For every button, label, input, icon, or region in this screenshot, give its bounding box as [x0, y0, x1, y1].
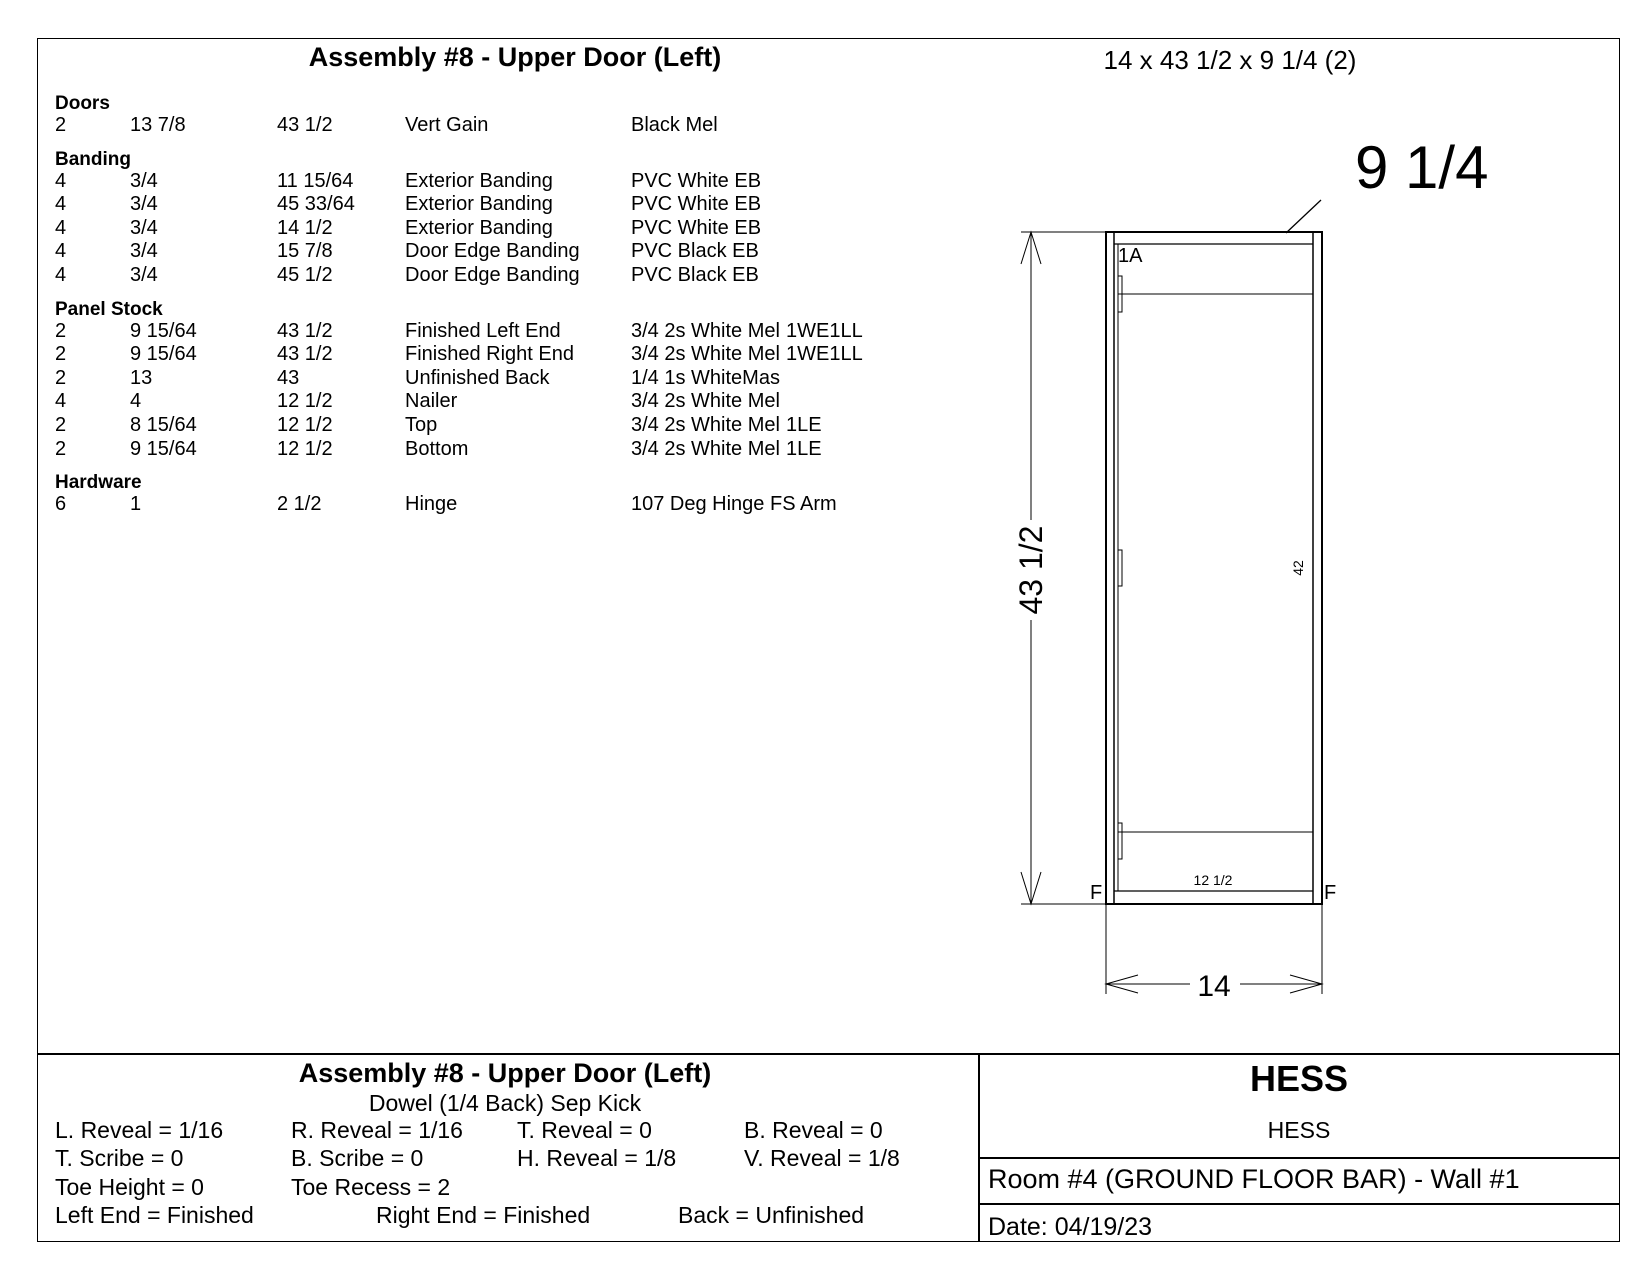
depth-label: 9 1/4 — [1355, 134, 1489, 201]
spec-h-reveal: H. Reveal = 1/8 — [517, 1145, 677, 1171]
part-cell: 1 — [130, 493, 142, 516]
spec-toe-recess: Toe Recess = 2 — [291, 1174, 451, 1200]
part-cell: 3/4 2s White Mel — [631, 343, 780, 366]
part-cell: 4 — [55, 193, 67, 216]
part-cell: 45 1/2 — [277, 264, 333, 286]
depth-leader-line — [1286, 200, 1321, 233]
part-cell: Exterior Banding — [405, 169, 553, 192]
part-cell: PVC Black EB — [631, 240, 759, 263]
part-cell: 9 15/64 — [130, 343, 197, 366]
spec-r-reveal: R. Reveal = 1/16 — [291, 1117, 463, 1143]
corner-tag: 1A — [1118, 245, 1143, 267]
part-cell: 14 1/2 — [277, 216, 333, 239]
height-label: 43 1/2 — [1013, 525, 1049, 615]
part-cell: 1/4 1s WhiteMas — [631, 366, 780, 389]
part-cell: 3/4 — [130, 240, 158, 263]
part-cell: 3/4 — [130, 216, 158, 239]
part-cell: 3/4 — [130, 169, 158, 192]
part-cell: 4 — [55, 390, 67, 413]
part-cell: PVC White EB — [631, 169, 762, 192]
spec-right-end: Right End = Finished — [376, 1202, 591, 1228]
part-cell: Nailer — [405, 390, 458, 413]
part-cell: 2 — [55, 414, 67, 436]
part-cell: 11 15/64 — [277, 169, 354, 192]
right-finish-mark: F — [1324, 882, 1337, 904]
assembly-dimensions: 14 x 43 1/2 x 9 1/4 (2) — [1103, 45, 1357, 75]
part-cell: Bottom — [405, 437, 469, 460]
title-block-top-rule — [37, 1053, 1620, 1055]
part-cell: 2 — [55, 366, 67, 389]
part-cell: 3/4 2s White Mel — [631, 437, 780, 460]
title-block-assembly: Assembly #8 - Upper Door (Left) — [298, 1058, 712, 1088]
part-cell: 12 1/2 — [277, 437, 333, 460]
part-cell: PVC White EB — [631, 193, 762, 216]
room-rule-top — [978, 1157, 1620, 1159]
part-cell: PVC White EB — [631, 216, 762, 239]
part-cell: 2 — [55, 343, 67, 366]
part-cell: 4 — [55, 216, 67, 239]
part-cell: 43 1/2 — [277, 114, 333, 136]
part-cell: 3/4 2s White Mel — [631, 414, 780, 436]
spec-v-reveal: V. Reveal = 1/8 — [744, 1145, 900, 1171]
room-wall-label: Room #4 (GROUND FLOOR BAR) - Wall #1 — [988, 1164, 1520, 1194]
part-cell: Finished Right End — [405, 343, 574, 366]
spec-t-reveal: T. Reveal = 0 — [517, 1117, 652, 1143]
part-cell: 2 — [55, 437, 67, 460]
part-cell: PVC Black EB — [631, 264, 759, 286]
section-heading: Panel Stock — [55, 298, 163, 320]
part-cell: 1WE1LL — [786, 319, 863, 342]
width-label: 14 — [1197, 970, 1231, 1003]
spec-b-scribe: B. Scribe = 0 — [291, 1145, 424, 1171]
part-cell: Exterior Banding — [405, 193, 553, 216]
title-block-subtitle: Dowel (1/4 Back) Sep Kick — [368, 1090, 642, 1116]
part-cell: 15 7/8 — [277, 240, 333, 263]
part-cell: 2 — [55, 114, 67, 136]
company-name: HESS — [1249, 1058, 1349, 1099]
part-cell: 12 1/2 — [277, 414, 333, 436]
assembly-title: Assembly #8 - Upper Door (Left) — [308, 42, 722, 72]
part-cell: 2 — [55, 319, 67, 342]
part-cell: 8 15/64 — [130, 414, 197, 436]
part-cell: 43 — [277, 366, 300, 389]
section-heading: Hardware — [55, 472, 142, 494]
part-cell: 3/4 — [130, 193, 158, 216]
part-cell: 3/4 2s White Mel — [631, 390, 780, 413]
spec-l-reveal: L. Reveal = 1/16 — [55, 1117, 224, 1143]
part-cell: Vert Gain — [405, 114, 489, 136]
part-cell: Door Edge Banding — [405, 240, 580, 263]
spec-toe-height: Toe Height = 0 — [55, 1174, 204, 1200]
part-cell: Door Edge Banding — [405, 264, 580, 286]
date-label: Date: 04/19/23 — [988, 1213, 1153, 1241]
section-heading: Banding — [55, 148, 131, 170]
part-cell: Black Mel — [631, 114, 718, 136]
part-cell: 3/4 2s White Mel — [631, 319, 780, 342]
part-cell: Exterior Banding — [405, 216, 553, 239]
part-cell: 6 — [55, 493, 67, 516]
part-cell: 4 — [55, 240, 67, 263]
part-cell: 1LE — [786, 437, 822, 460]
hinge-bottom — [1118, 823, 1122, 859]
spec-t-scribe: T. Scribe = 0 — [55, 1145, 184, 1171]
part-cell: 45 33/64 — [277, 193, 355, 216]
hinge-middle — [1118, 550, 1122, 586]
part-cell: 9 15/64 — [130, 319, 197, 342]
inner-height-label: 42 — [1290, 560, 1306, 576]
part-cell: 107 Deg Hinge FS Arm — [631, 493, 837, 516]
part-cell: Finished Left End — [405, 319, 561, 342]
spec-b-reveal: B. Reveal = 0 — [744, 1117, 883, 1143]
part-cell: Top — [405, 414, 438, 436]
part-cell: 4 — [55, 169, 67, 192]
part-cell: 3/4 — [130, 264, 158, 286]
spec-left-end: Left End = Finished — [55, 1202, 254, 1228]
part-cell: 1LE — [786, 414, 822, 436]
part-cell: Unfinished Back — [405, 366, 550, 389]
part-cell: 13 7/8 — [130, 114, 186, 136]
inner-width-label: 12 1/2 — [1193, 872, 1233, 888]
part-cell: 4 — [55, 264, 67, 286]
part-cell: 1WE1LL — [786, 343, 863, 366]
spec-back: Back = Unfinished — [678, 1202, 865, 1228]
part-cell: 2 1/2 — [277, 493, 322, 516]
part-cell: 13 — [130, 366, 153, 389]
left-finish-mark: F — [1090, 882, 1103, 904]
part-cell: 43 1/2 — [277, 343, 333, 366]
part-cell: 43 1/2 — [277, 319, 333, 342]
part-cell: Hinge — [405, 493, 458, 516]
room-rule-bottom — [978, 1203, 1620, 1205]
part-cell: 9 15/64 — [130, 437, 197, 460]
customer-name: HESS — [1267, 1117, 1331, 1143]
section-heading: Doors — [55, 93, 110, 114]
part-cell: 4 — [130, 390, 142, 413]
part-cell: 12 1/2 — [277, 390, 333, 413]
